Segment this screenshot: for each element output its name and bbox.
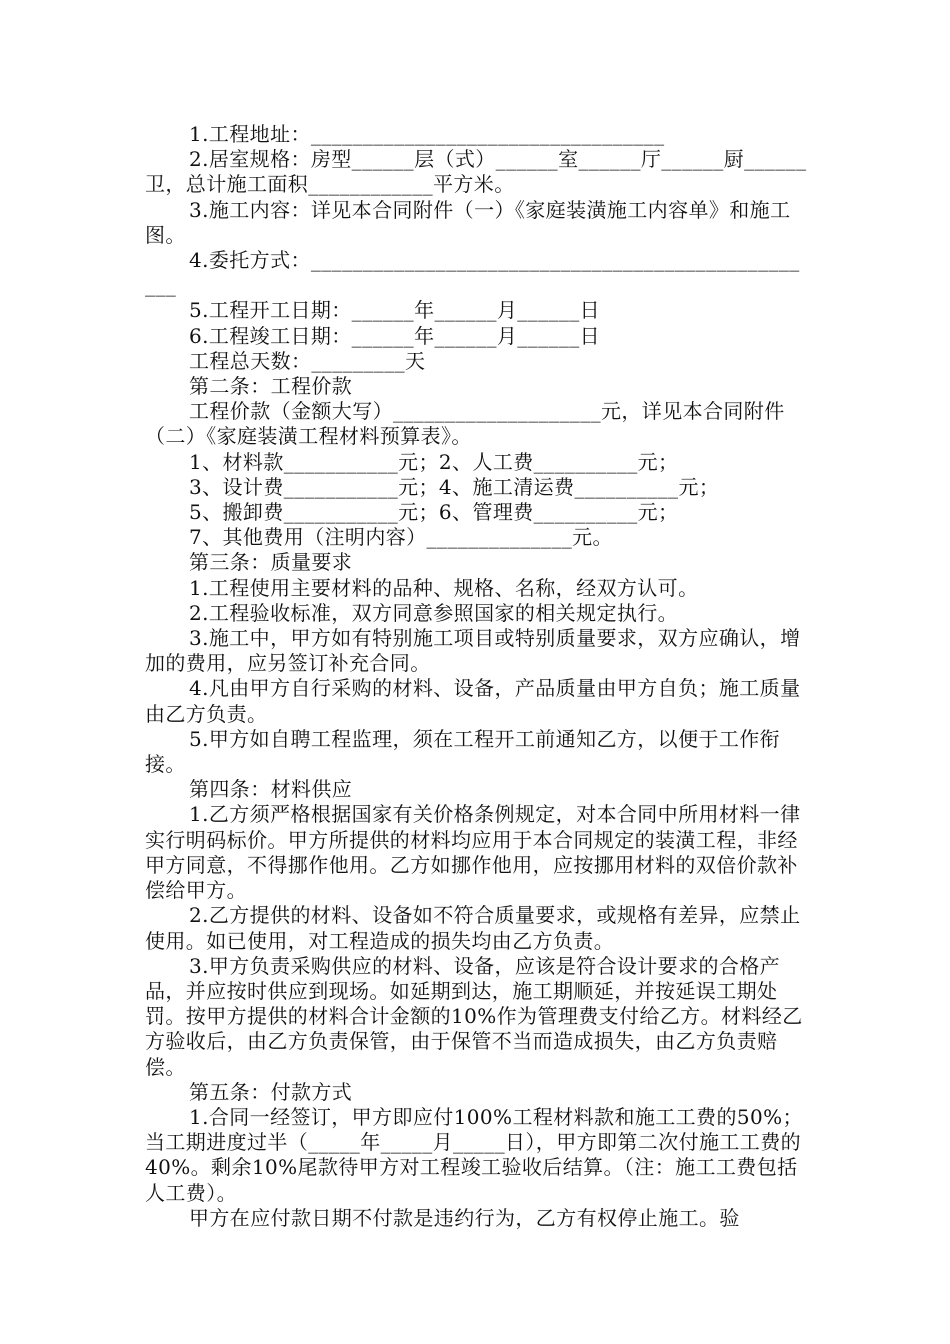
- item-start-date: 5.工程开工日期：______年______月______日: [189, 298, 601, 323]
- heading-article-4: 第四条：材料供应: [189, 777, 353, 802]
- quality-1: 1.工程使用主要材料的品种、规格、名称，经双方认可。: [189, 575, 699, 600]
- quality-2: 2.工程验收标准，双方同意参照国家的相关规定执行。: [189, 600, 679, 625]
- fee-line-1: 1、材料款___________元；2、人工费__________元；: [189, 449, 679, 474]
- para-price: 工程价款（金额大写）____________________元，详见本合同附件（二）《家庭装潢工程材料预算表》。: [145, 399, 785, 449]
- supply-2: 2.乙方提供的材料、设备如不符合质量要求，或规格有差异，应禁止使用。如已使用，对工程造成的损失均由乙方负责。: [145, 903, 801, 953]
- payment-1: 1.合同一经签订，甲方即应付100%工程材料款和施工工费的50%；当工期进度过半（_____年_____月_____日），甲方即第二次付施工工费的40%。剩余10%尾款待甲方对工程竣工验收后结算。（注：施工工费包括人工费）。: [145, 1104, 803, 1205]
- fee-line-2: 3、设计费___________元；4、施工清运费__________元；: [189, 474, 720, 499]
- item-completion-date: 6.工程竣工日期：______年______月______日: [189, 323, 601, 348]
- item-room-spec: 2.居室规格：房型______层（式）______室______厅______厨______卫，总计施工面积____________平方米。: [145, 147, 807, 197]
- heading-article-5: 第五条：付款方式: [189, 1079, 353, 1104]
- quality-3: 3.施工中，甲方如有特别施工项目或特别质量要求，双方应确认，增加的费用，应另签订补充合同。: [145, 626, 801, 676]
- item-commission-method: 4.委托方式：__________________________________________________: [145, 248, 800, 298]
- item-project-address: 1.工程地址：__________________________________: [189, 122, 665, 146]
- fee-line-4: 7、其他费用（注明内容）______________元。: [189, 525, 613, 550]
- item-construction-content: 3.施工内容：详见本合同附件（一）《家庭装潢施工内容单》和施工图。: [145, 197, 791, 247]
- payment-2: 甲方在应付款日期不付款是违约行为，乙方有权停止施工。验: [189, 1205, 740, 1230]
- heading-article-2: 第二条：工程价款: [189, 374, 353, 399]
- fee-line-3: 5、搬卸费___________元；6、管理费__________元；: [189, 500, 679, 525]
- contract-body: [145, 122, 809, 1231]
- quality-5: 5.甲方如自聘工程监理，须在工程开工前通知乙方，以便于工作衔接。: [145, 726, 781, 777]
- quality-4: 4.凡由甲方自行采购的材料、设备，产品质量由甲方自负；施工质量由乙方负责。: [145, 676, 801, 726]
- item-total-days: 工程总天数：_________天: [189, 348, 426, 373]
- supply-3: 3.甲方负责采购供应的材料、设备，应该是符合设计要求的合格产品，并应按时供应到现场。如延期到达，施工期顺延，并按延误工期处罚。按甲方提供的材料合计金额的10%作为管理费支付给乙方。材料经乙方验收后，由乙方负责保管，由于保管不当而造成损失，由乙方负责赔偿。: [145, 953, 803, 1079]
- heading-article-3: 第三条：质量要求: [189, 550, 353, 575]
- supply-1: 1.乙方须严格根据国家有关价格条例规定，对本合同中所用材料一律实行明码标价。甲方所提供的材料均应用于本合同规定的装潢工程，非经甲方同意，不得挪作他用。乙方如挪作他用，应按挪用材料的双倍价款补偿给甲方。: [145, 802, 801, 903]
